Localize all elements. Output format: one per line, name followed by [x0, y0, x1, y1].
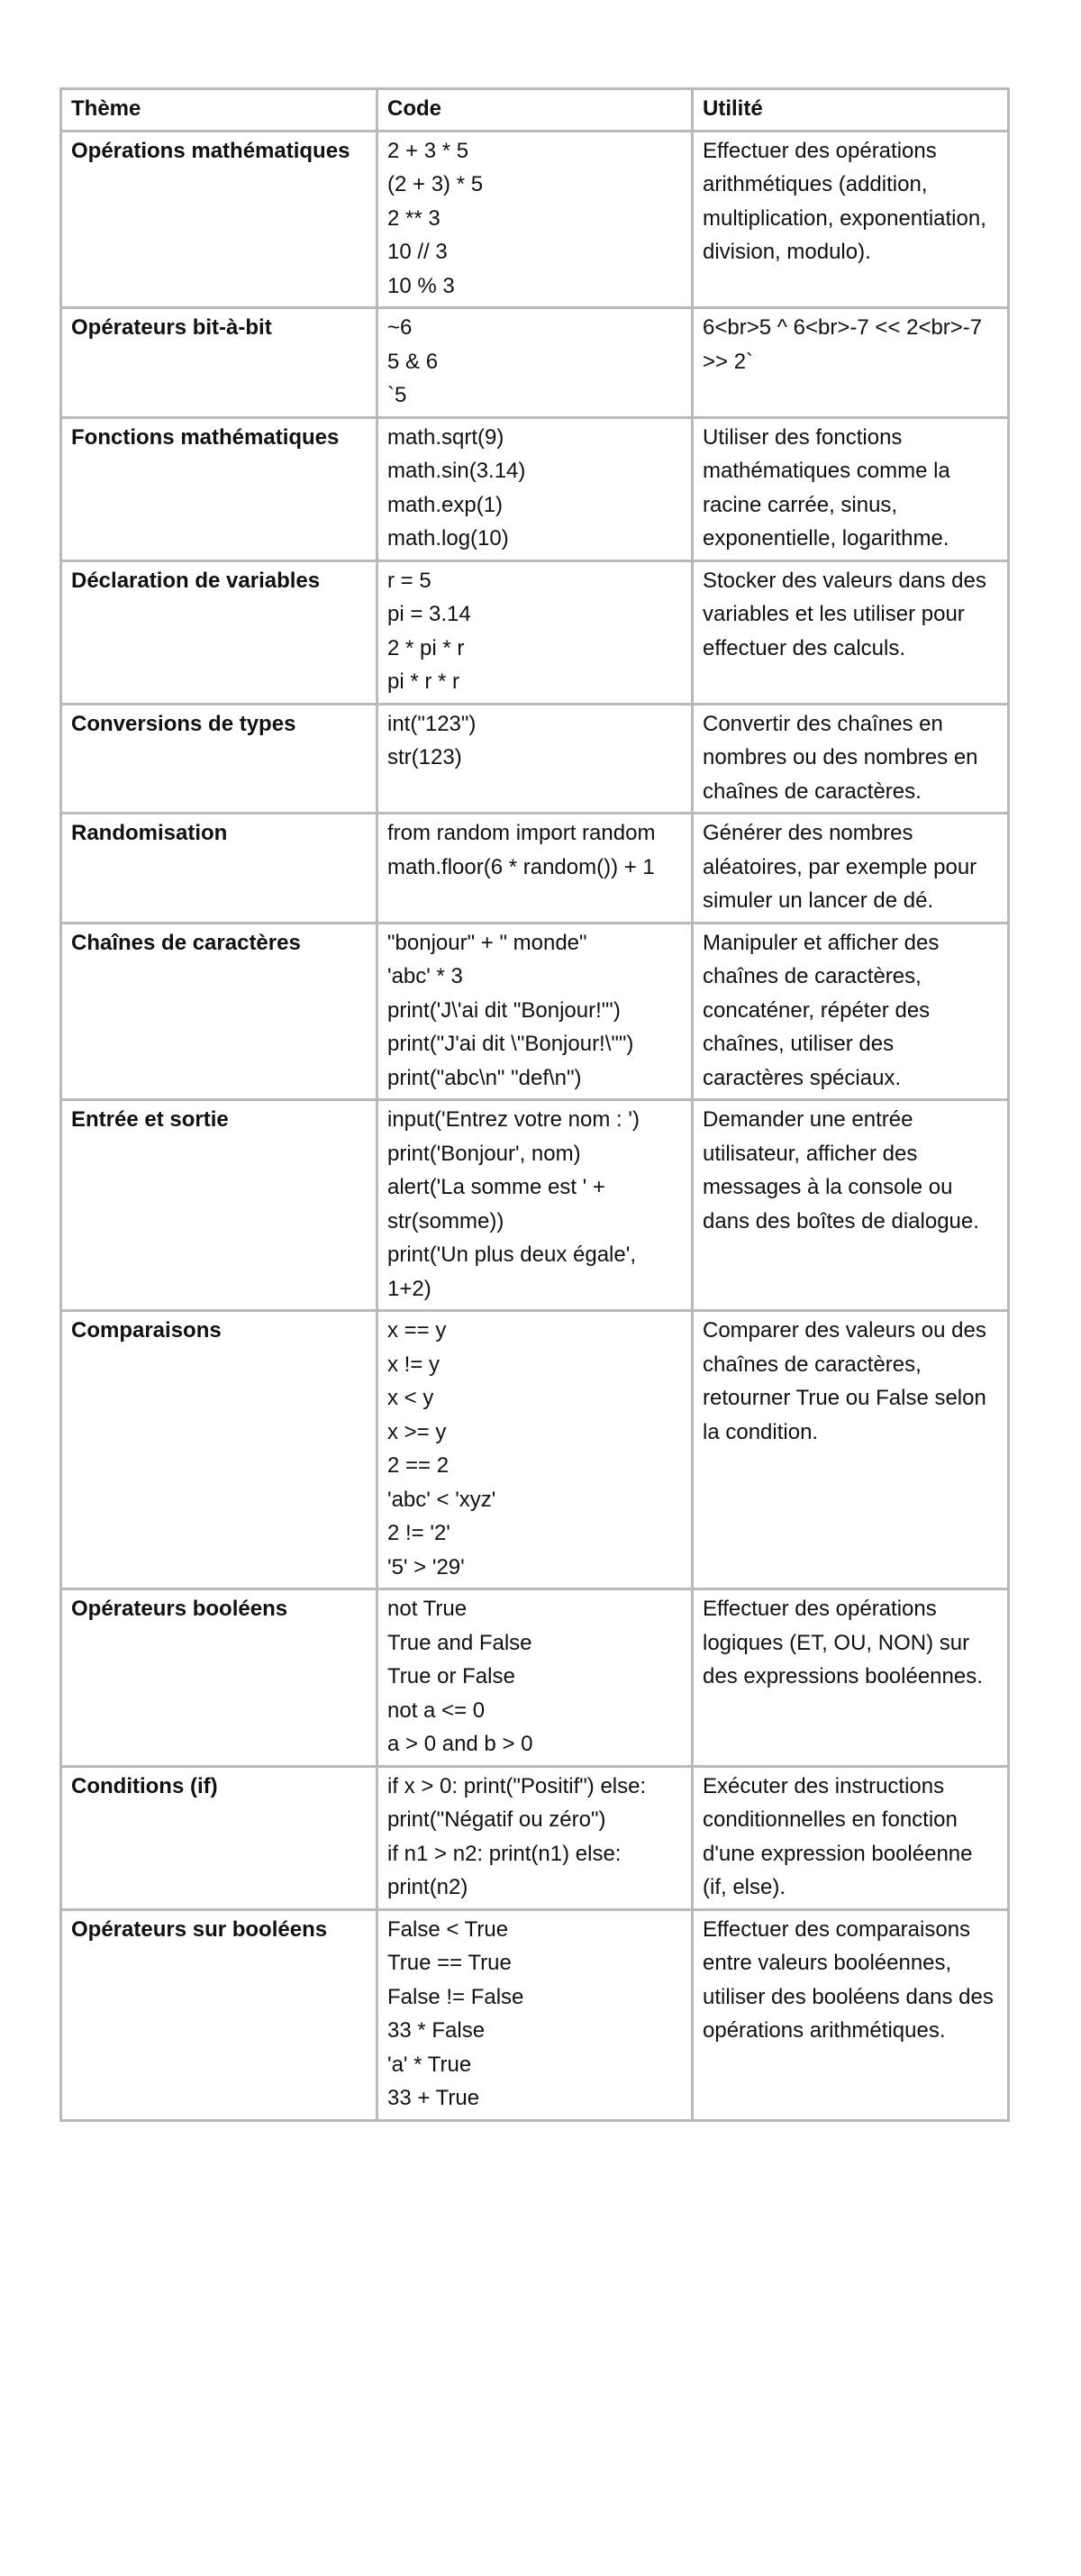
table-row [61, 1311, 1009, 1589]
code-line: alert('La somme est ' + str(somme)) [387, 1175, 605, 1233]
code-cell [377, 814, 693, 924]
code-line: False < True [387, 1916, 509, 1942]
code-cell [377, 131, 693, 308]
code-line: "bonjour" + " monde" [387, 930, 587, 955]
code-line: if x > 0: print("Positif") else: print("Négatif ou zéro") [387, 1773, 647, 1832]
theme-cell: Conversions de types [61, 704, 377, 814]
theme-cell: Entrée et sortie [61, 1100, 377, 1311]
code-line: 33 * False [387, 2018, 486, 2043]
code-line: x == y [387, 1318, 447, 1343]
theme-cell: Fonctions mathématiques [61, 417, 377, 560]
header-row [61, 89, 1009, 132]
code-cell [377, 1311, 693, 1589]
table-row [61, 308, 1009, 418]
code-line: str(123) [387, 745, 462, 769]
utility-cell: Exécuter des instructions conditionnelles en fonction d'une expression booléenne (if, else). [693, 1766, 1009, 1909]
code-cell [377, 308, 693, 418]
code-line: x < y [387, 1386, 434, 1410]
code-cell [377, 1100, 693, 1311]
utility-cell: Manipuler et afficher des chaînes de caractères, concaténer, répéter des chaînes, utiliser des caractères spéciaux. [693, 923, 1009, 1100]
code-line: if n1 > n2: print(n1) else: print(n2) [387, 1841, 622, 1899]
code-line: math.sin(3.14) [387, 459, 526, 483]
code-cell [377, 1589, 693, 1767]
code-line: 2 ** 3 [387, 205, 441, 231]
code-line: (2 + 3) * 5 [387, 172, 484, 196]
table-row [61, 704, 1009, 814]
theme-cell: Déclaration de variables [61, 560, 377, 704]
utility-cell: Comparer des valeurs ou des chaînes de caractères, retourner True ou False selon la condition. [693, 1311, 1009, 1589]
code-line: input('Entrez votre nom : ') [387, 1107, 640, 1132]
code-cell [377, 923, 693, 1100]
code-line: 33 + True [387, 2086, 480, 2110]
code-line: 2 != '2' [387, 1521, 450, 1545]
utility-cell: 6<br>5 ^ 6<br>-7 << 2<br>-7 >> 2` [693, 308, 1009, 418]
theme-cell: Conditions (if) [61, 1766, 377, 1909]
code-line: 2 + 3 * 5 [387, 138, 469, 163]
utility-cell: Utiliser des fonctions mathématiques comme la racine carrée, sinus, exponentielle, logarithme. [693, 417, 1009, 560]
code-line: pi * r * r [387, 669, 460, 694]
table-row [61, 560, 1009, 704]
code-line: int("123") [387, 711, 477, 736]
code-line: pi = 3.14 [387, 602, 471, 626]
code-line: True and False [387, 1630, 532, 1655]
table-row [61, 131, 1009, 308]
code-line: math.floor(6 * random()) + 1 [387, 854, 655, 879]
code-line: math.exp(1) [387, 492, 504, 517]
code-line: x >= y [387, 1419, 447, 1444]
code-line: print('Un plus deux égale', 1+2) [387, 1242, 636, 1301]
table-row [61, 1909, 1009, 2120]
theme-cell: Chaînes de caractères [61, 923, 377, 1100]
code-line: r = 5 [387, 568, 431, 593]
code-line: print('J\'ai dit "Bonjour!"') [387, 997, 621, 1023]
code-cell [377, 417, 693, 560]
utility-cell: Convertir des chaînes en nombres ou des nombres en chaînes de caractères. [693, 704, 1009, 814]
table-row [61, 1589, 1009, 1767]
table-row [61, 1766, 1009, 1909]
table-body [61, 131, 1009, 2120]
code-line: ~6 [387, 315, 413, 340]
code-line: 'a' * True [387, 2052, 472, 2077]
code-line: math.sqrt(9) [387, 424, 504, 450]
code-line: True == True [387, 1951, 512, 1975]
theme-cell: Opérateurs sur booléens [61, 1909, 377, 2120]
code-line: 2 == 2 [387, 1453, 450, 1478]
code-line: True or False [387, 1664, 515, 1689]
theme-cell: Opérateurs bit-à-bit [61, 308, 377, 418]
header-code: Code [377, 89, 693, 132]
utility-cell: Générer des nombres aléatoires, par exemple pour simuler un lancer de dé. [693, 814, 1009, 924]
code-line: 'abc' * 3 [387, 964, 463, 988]
table-row [61, 923, 1009, 1100]
code-line: a > 0 and b > 0 [387, 1732, 533, 1756]
header-theme: Thème [61, 89, 377, 132]
code-line: 2 * pi * r [387, 635, 465, 660]
table-row [61, 814, 1009, 924]
utility-cell: Effectuer des comparaisons entre valeurs booléennes, utiliser des booléens dans des opérations arithmétiques. [693, 1909, 1009, 2120]
code-line: x != y [387, 1352, 441, 1377]
code-line: 10 // 3 [387, 240, 448, 264]
code-cell [377, 1766, 693, 1909]
code-line: print("abc\n" "def\n") [387, 1065, 582, 1090]
code-line: print('Bonjour', nom) [387, 1141, 581, 1166]
code-line: 'abc' < 'xyz' [387, 1487, 496, 1512]
code-cell [377, 1909, 693, 2120]
theme-cell: Opérateurs booléens [61, 1589, 377, 1767]
code-cell [377, 704, 693, 814]
table-row [61, 417, 1009, 560]
code-line: from random import random [387, 821, 656, 845]
code-line: math.log(10) [387, 526, 509, 551]
theme-cell: Randomisation [61, 814, 377, 924]
code-line: False != False [387, 1984, 524, 2009]
table-row [61, 1100, 1009, 1311]
code-line: not True [387, 1597, 468, 1621]
code-line: `5 [387, 383, 407, 407]
code-line: '5' > '29' [387, 1554, 465, 1579]
code-line: not a <= 0 [387, 1698, 486, 1723]
header-utility: Utilité [693, 89, 1009, 132]
code-line: print("J'ai dit \"Bonjour!\"") [387, 1032, 634, 1056]
utility-cell: Effectuer des opérations logiques (ET, OU, NON) sur des expressions booléennes. [693, 1589, 1009, 1767]
utility-cell: Demander une entrée utilisateur, afficher des messages à la console ou dans des boîtes de dialogue. [693, 1100, 1009, 1311]
utility-cell: Effectuer des opérations arithmétiques (addition, multiplication, exponentiation, division, modulo). [693, 131, 1009, 308]
code-line: 5 & 6 [387, 349, 439, 374]
theme-cell: Comparaisons [61, 1311, 377, 1589]
reference-table [59, 87, 1010, 2122]
theme-cell: Opérations mathématiques [61, 131, 377, 308]
code-line: 10 % 3 [387, 273, 455, 298]
code-cell [377, 560, 693, 704]
utility-cell: Stocker des valeurs dans des variables et les utiliser pour effectuer des calculs. [693, 560, 1009, 704]
